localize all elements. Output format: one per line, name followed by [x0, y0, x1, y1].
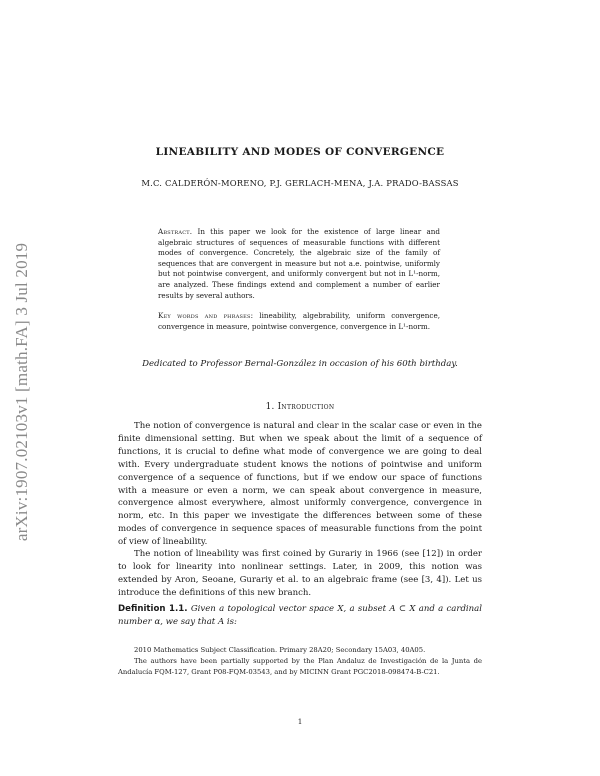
paragraph: The notion of lineability was first coined by Gurariy in 1966 (see [12]) in order to look for linearity into nonlinear settings. Later, in 2009, this notion was extended by Aron, Seoane, Gurariy et al. to an algebraic frame (see [3, 4]). Let us introduce the definitions of this new branch. [118, 549, 482, 598]
keywords-label: Key words and phrases: [158, 311, 254, 320]
keywords [158, 311, 440, 332]
definition-text: Given a topological vector space X, a subset A ⊂ X and a cardinal number α, we say that A is: [118, 604, 482, 627]
arxiv-identifier: arXiv:1907.02103v1 [math.FA] 3 Jul 2019 [12, 242, 31, 542]
paper-title: LINEABILITY AND MODES OF CONVERGENCE [155, 146, 445, 158]
paper-authors: M.C. CALDERÓN-MORENO, P.J. GERLACH-MENA, J.A. PRADO-BASSAS [141, 178, 459, 188]
dedication: Dedicated to Professor Bernal-González in occasion of his 60th birthday. [142, 359, 458, 369]
abstract [158, 227, 440, 301]
abstract-label: Abstract. [158, 227, 193, 236]
keywords-text: lineability, algebrability, uniform convergence, convergence in measure, pointwise convergence, convergence in L¹-norm. [158, 311, 440, 331]
definition-label: Definition 1.1. [118, 604, 188, 614]
footnote: The authors have been partially supported by the Plan Andaluz de Investigación de la Junta de Andalucía FQM-127, Grant P08-FQM-03543, and by MICINN Grant PGC2018-098474-B-C21. [118, 656, 482, 676]
arxiv-sidebar [0, 0, 44, 776]
footnote: 2010 Mathematics Subject Classification. Primary 28A20; Secondary 15A03, 40A05. [134, 646, 426, 654]
paragraph: The notion of convergence is natural and clear in the scalar case or even in the finite dimensional setting. But when we speak about the limit of a sequence of functions, it is crucial to define what mode of convergence we are going to deal with. Every undergraduate student knows the notions of pointwise and uniform convergence of a sequence of functions, but if we endow our space of functions with a measure or even a norm, we can speak about convergence in measure, convergence almost everywhere, almost uniformly convergence, convergence in norm, etc. In this paper we investigate the differences between some of these modes of convergence in sequence spaces of measurable functions from the point of view of lineability. [118, 421, 482, 548]
page-number: 1 [297, 717, 303, 726]
abstract-text: In this paper we look for the existence of large linear and algebraic structures of sequences of measurable functions with different modes of convergence. Concretely, the algebraic size of the family of sequences that are convergent in measure but not a.e. pointwise, uniformly but not pointwise convergent, and uniformly convergent but not in L¹-norm, are analyzed. These findings extend and complement a number of earlier results by several authors. [158, 227, 440, 300]
section-heading: 1. Introduction [265, 402, 335, 412]
footnotes [118, 645, 482, 677]
definition [118, 603, 482, 629]
